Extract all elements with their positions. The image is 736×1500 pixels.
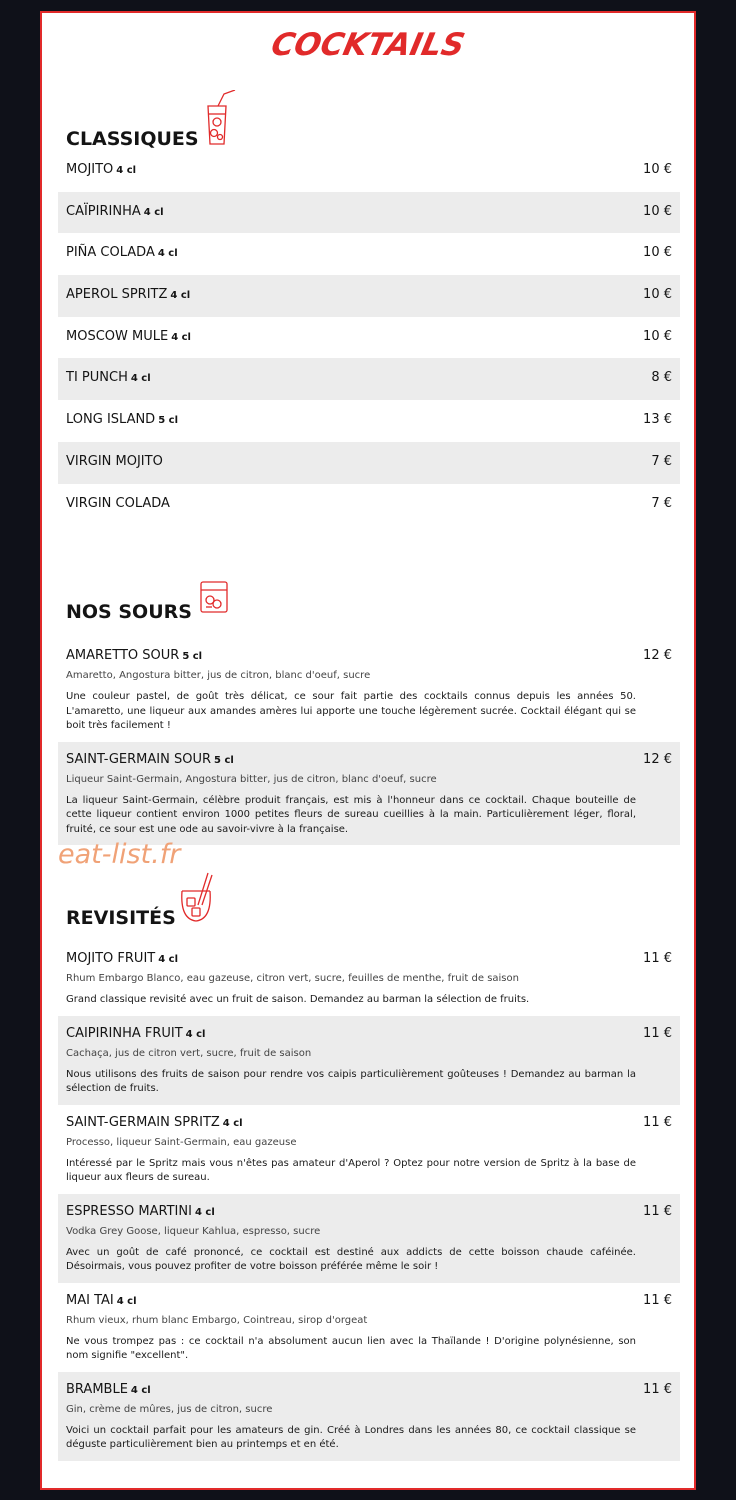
menu-item bbox=[58, 742, 680, 846]
item-price: 10 € bbox=[643, 162, 672, 177]
item-description: Nous utilisons des fruits de saison pour rendre vos caipis particulièrement goûteuses ! Demandez au barman la sélection de fruits. bbox=[66, 1068, 636, 1094]
menu-item bbox=[58, 1372, 680, 1461]
item-price: 13 € bbox=[643, 412, 672, 428]
item-volume: 5 cl bbox=[158, 415, 178, 427]
item-name: AMARETTO SOUR bbox=[66, 648, 180, 663]
item-name: VIRGIN MOJITO bbox=[66, 453, 163, 469]
item-price: 10 € bbox=[643, 328, 672, 344]
item-name: MOJITO bbox=[66, 162, 114, 177]
item-volume: 4 cl bbox=[116, 1295, 137, 1307]
item-description: Avec un goût de café prononcé, ce cocktail est destiné aux addicts de cette boisson chaude caféinée. Désoirmais, vous pouvez profiter de votre boisson préférée même le soir ! bbox=[66, 1246, 636, 1272]
item-name: VIRGIN COLADA bbox=[66, 495, 170, 511]
menu-item bbox=[58, 358, 680, 400]
item-name: MAI TAI bbox=[66, 1292, 114, 1308]
page-title: COCKTAILS bbox=[268, 27, 468, 63]
item-volume: 4 cl bbox=[130, 373, 151, 385]
item-ingredients: Rhum vieux, rhum blanc Embargo, Cointreau, sirop d'orgeat bbox=[66, 1314, 368, 1326]
classiques-list bbox=[58, 150, 680, 525]
item-description: Intéressé par le Spritz mais vous n'êtes pas amateur d'Aperol ? Optez pour notre version de Spritz à la base de liqueur aux fleurs de sureau. bbox=[66, 1157, 636, 1183]
sours-list bbox=[58, 638, 680, 845]
menu-item bbox=[58, 1283, 680, 1372]
item-name: SAINT-GERMAIN SOUR bbox=[66, 751, 212, 767]
menu-item bbox=[58, 233, 680, 275]
item-name: PIÑA COLADA bbox=[66, 245, 155, 261]
menu-item bbox=[58, 1194, 680, 1283]
menu-item bbox=[58, 192, 680, 234]
item-description: Ne vous trompez pas : ce cocktail n'a absolument aucun lien avec la Thaïlande ! D'origine polynésienne, son nom signifie "excellent". bbox=[66, 1335, 636, 1361]
item-description: Grand classique revisité avec un fruit de saison. Demandez au barman la sélection de fruits. bbox=[66, 994, 530, 1005]
item-volume: 4 cl bbox=[171, 331, 191, 343]
item-price: 7 € bbox=[651, 453, 672, 469]
menu-item bbox=[58, 317, 680, 359]
item-volume: 4 cl bbox=[222, 1117, 243, 1129]
item-price: 11 € bbox=[643, 951, 672, 966]
menu-item bbox=[58, 400, 680, 442]
item-volume: 5 cl bbox=[182, 651, 203, 662]
item-price: 8 € bbox=[651, 370, 672, 386]
item-ingredients: Cachaça, jus de citron vert, sucre, fruit de saison bbox=[66, 1047, 312, 1059]
item-price: 11 € bbox=[643, 1025, 672, 1041]
tumbler-glass-icon bbox=[198, 580, 230, 614]
item-description: Une couleur pastel, de goût très délicat, ce sour fait partie des cocktails connus depuis les années 50. L'amaretto, une liqueur aux amandes amères lui apporte une touche légèrement sucrée. Cocktail élégant qui se boit très facilement ! bbox=[66, 691, 636, 731]
item-volume: 4 cl bbox=[130, 1384, 151, 1396]
menu-card bbox=[40, 11, 696, 1490]
item-ingredients: Gin, crème de mûres, jus de citron, sucre bbox=[66, 1403, 273, 1415]
item-ingredients: Liqueur Saint-Germain, Angostura bitter, jus de citron, blanc d'oeuf, sucre bbox=[66, 773, 437, 785]
item-volume: 4 cl bbox=[157, 248, 178, 260]
section-sours bbox=[58, 561, 680, 845]
cocktail-glass-straw-icon bbox=[202, 90, 238, 146]
section-header bbox=[58, 561, 680, 623]
menu-item bbox=[58, 1105, 680, 1194]
item-name: CAÏPIRINHA bbox=[66, 203, 141, 219]
item-name: MOSCOW MULE bbox=[66, 328, 169, 344]
item-volume: 4 cl bbox=[170, 290, 191, 302]
item-volume: 4 cl bbox=[194, 1206, 215, 1218]
revisites-list bbox=[58, 941, 680, 1461]
menu-item bbox=[58, 442, 680, 484]
item-price: 11 € bbox=[643, 1381, 672, 1397]
item-volume: 5 cl bbox=[214, 754, 234, 766]
section-title: REVISITÉS bbox=[66, 907, 176, 929]
item-price: 12 € bbox=[643, 648, 672, 663]
menu-item bbox=[58, 638, 680, 742]
menu-item bbox=[58, 275, 680, 317]
menu-item bbox=[58, 1016, 680, 1105]
item-name: ESPRESSO MARTINI bbox=[66, 1203, 192, 1219]
item-description: La liqueur Saint-Germain, célèbre produit français, est mis à l'honneur dans ce cocktail. Chaque bouteille de cette liqueur contient environ 1000 petites fleurs de sureau cueillies à la main. Particulièrement léger, floral, fruité, ce sour est une ode au savoir-vivre à la française. bbox=[66, 794, 636, 835]
item-price: 11 € bbox=[643, 1292, 672, 1308]
item-name: CAIPIRINHA FRUIT bbox=[66, 1025, 183, 1041]
item-volume: 4 cl bbox=[185, 1028, 206, 1040]
watermark: eat-list.fr bbox=[58, 839, 181, 870]
section-title: NOS SOURS bbox=[66, 601, 192, 623]
menu-item bbox=[58, 941, 680, 1016]
section-header bbox=[58, 871, 680, 929]
item-volume: 4 cl bbox=[158, 954, 179, 965]
item-name: BRAMBLE bbox=[66, 1381, 128, 1397]
item-description: Voici un cocktail parfait pour les amateurs de gin. Créé à Londres dans les années 80, ce cocktail classique se déguste particulièrement bien au printemps et en été. bbox=[66, 1424, 636, 1450]
item-price: 10 € bbox=[643, 287, 672, 303]
item-volume: 4 cl bbox=[116, 165, 137, 176]
section-revisites bbox=[58, 871, 680, 1461]
item-name: SAINT-GERMAIN SPRITZ bbox=[66, 1114, 220, 1130]
item-name: LONG ISLAND bbox=[66, 412, 156, 428]
item-ingredients: Rhum Embargo Blanco, eau gazeuse, citron vert, sucre, feuilles de menthe, fruit de saison bbox=[66, 973, 519, 984]
item-price: 11 € bbox=[643, 1203, 672, 1219]
item-name: APEROL SPRITZ bbox=[66, 287, 168, 303]
item-price: 11 € bbox=[643, 1114, 672, 1130]
item-volume: 4 cl bbox=[143, 206, 164, 218]
cocktail-glass-ice-icon bbox=[178, 871, 216, 923]
item-name: MOJITO FRUIT bbox=[66, 951, 156, 966]
item-ingredients: Processo, liqueur Saint-Germain, eau gazeuse bbox=[66, 1136, 297, 1148]
item-ingredients: Amaretto, Angostura bitter, jus de citron, blanc d'oeuf, sucre bbox=[66, 670, 371, 681]
menu-item bbox=[58, 150, 680, 192]
item-ingredients: Vodka Grey Goose, liqueur Kahlua, espresso, sucre bbox=[66, 1225, 321, 1237]
item-price: 10 € bbox=[643, 245, 672, 261]
item-price: 7 € bbox=[651, 495, 672, 511]
section-title: CLASSIQUES bbox=[66, 128, 199, 150]
section-header bbox=[58, 88, 680, 150]
section-classiques bbox=[58, 88, 680, 525]
item-price: 12 € bbox=[643, 751, 672, 767]
item-price: 10 € bbox=[643, 203, 672, 219]
item-name: TI PUNCH bbox=[66, 370, 128, 386]
menu-item bbox=[58, 484, 680, 526]
